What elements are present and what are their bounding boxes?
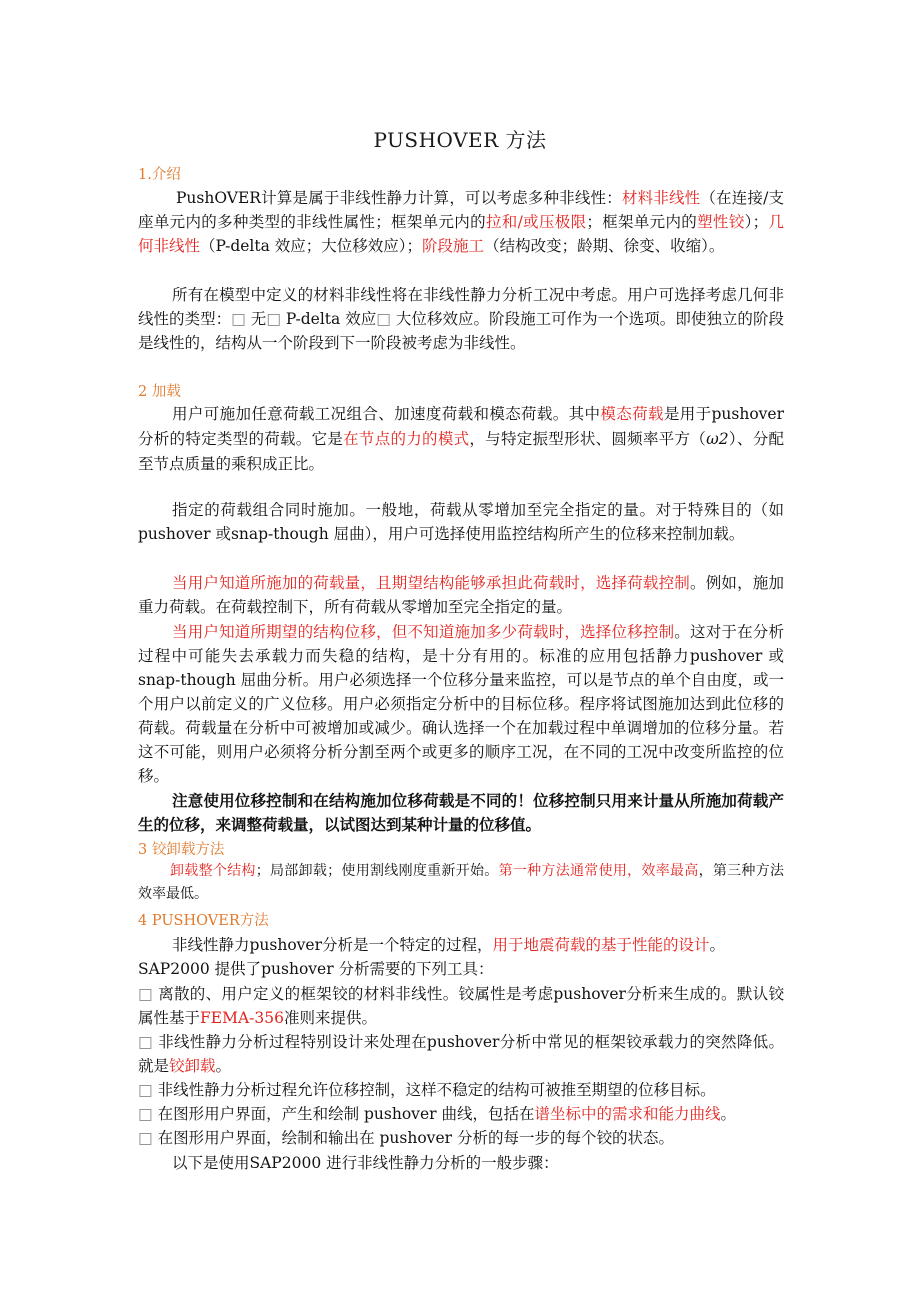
section-heading-loading: 2 加载 (138, 384, 181, 400)
text-run: （结构改变；龄期、徐变、收缩）。 (484, 237, 725, 255)
text-run: ）、分配至节点质量的乘积成正比。 (138, 430, 784, 473)
text-run: 。例如，施加重力荷载。在荷载控制下，所有荷载从零增加至完全指定的量。 (138, 574, 784, 616)
list-item (138, 982, 784, 1030)
pushover-tools-intro: SAP2000 提供了pushover 分析需要的下列工具： (138, 960, 494, 978)
list-item (138, 1030, 784, 1078)
highlight-plastic-hinge: 塑性铰 (697, 213, 745, 231)
page-title: PUSHOVER 方法 (373, 128, 547, 152)
text-run: 准则来提供。 (283, 1009, 377, 1027)
text-run: （P-delta 效应；大位移效应）； (200, 237, 423, 255)
checkbox-glyph: □ (138, 1105, 153, 1123)
text-run: ；框架单元内的 (586, 213, 698, 231)
loading-note-bold: 注意使用位移控制和在结构施加位移荷载是不同的！位移控制只用来计量从所施加荷载产生的位移，来调整荷载量，以试图达到某种计量的位移值。 (138, 791, 784, 834)
highlight-demand-capacity-curves: 谱坐标中的需求和能力曲线 (534, 1105, 721, 1123)
highlight-staged-construction: 阶段施工 (422, 237, 485, 255)
text-run: 非线性静力pushover分析是一个特定的过程， (172, 936, 493, 954)
section-heading-pushover: 4 PUSHOVER方法 (138, 913, 269, 929)
highlight-fema-356: FEMA-356 (200, 1009, 284, 1027)
text-run: 在图形用户界面，产生和绘制 pushover 曲线，包括在 (152, 1105, 535, 1123)
text-run: ）； (744, 213, 769, 231)
text-run: 大位移效应。阶段施工可作为一个选项。即使独立的阶段是线性的，结构从一个阶段到下一阶段被考虑为非线性。 (138, 310, 784, 352)
highlight-first-method: 第一种方法通常使用，效率最高 (498, 863, 699, 879)
highlight-displacement-control: 当用户知道所期望的结构位移，但不知道施加多少荷载时，选择位移控制 (172, 623, 675, 641)
text-run: 。这对于在分析过程中可能失去承载力而失稳的结构，是十分有用的。标准的应用包括静力pushover 或 snap-though 屈曲分析。用户必须选择一个位移分量来监控，可以是节点的单个自由度，或一个用户以前定义的广义位移。用户必须指定分析中的目标位移。程序将试图施加达到此位移的荷载。荷载量在分析中可被增加或减少。确认选择一个在加载过程中单调增加的位移分量。若这不可能，则用户必须将分析分割至两个或更多的顺序工况，在不同的工况中改变所监控的位移。 (138, 623, 784, 785)
list-item (138, 1078, 784, 1102)
text-run: 无 (245, 310, 267, 328)
text-run: 是用于pushover分析的特定类型的荷载。它是 (138, 405, 784, 448)
highlight-modal-load: 模态荷载 (600, 405, 664, 423)
text-run: P-delta 效应 (280, 310, 377, 328)
text-run: 非线性静力分析过程特别设计来处理在pushover分析中常见的框架铰承载力的突然降低。就是 (138, 1033, 784, 1075)
text-run: （在连接/支座单元内的多种类型的非线性属性；框架单元内的 (138, 189, 784, 231)
highlight-hinge-unloading: 铰卸载 (169, 1057, 216, 1075)
omega-symbol: ω2 (706, 430, 729, 448)
text-run: ，第三种方法效率最低。 (138, 863, 785, 902)
text-run: 用户可施加任意荷载工况组合、加速度荷载和模态荷载。其中 (172, 405, 601, 423)
highlight-material-nonlinear: 材料非线性 (621, 189, 701, 207)
pushover-paragraph-1 (138, 933, 784, 957)
checkbox-glyph: □ (138, 1033, 153, 1051)
checkbox-glyph: □ (138, 1129, 153, 1147)
text-run: ；局部卸载；使用割线刚度重新开始。 (255, 863, 499, 879)
text-run: ，与特定振型形状、圆频率平方（ (469, 430, 707, 448)
loading-paragraph-2: 指定的荷载组合同时施加。一般地，荷载从零增加至完全指定的量。对于特殊目的（如pushover 或snap-though 屈曲），用户可选择使用监控结构所产生的位移来控制加载。 (138, 501, 784, 543)
section-heading-intro: 1.介绍 (138, 167, 181, 183)
checkbox-glyph: □ (266, 310, 281, 328)
highlight-force-pattern: 在节点的力的模式 (343, 430, 470, 448)
hinge-unloading-paragraph (138, 860, 784, 906)
list-item (138, 1126, 784, 1150)
checkbox-glyph: □ (138, 985, 153, 1003)
text-run: 所有在模型中定义的材料非线性将在非线性静力分析工况中考虑。用户可选择考虑几何非线性的类型： (138, 286, 784, 328)
text-run: 。 (215, 1057, 232, 1075)
highlight-geometric-nonlinear: 几何非线性 (138, 213, 784, 255)
highlight-load-control: 当用户知道所施加的荷载量，且期望结构能够承担此荷载时，选择荷载控制 (172, 574, 690, 592)
section-heading-hinge-unloading: 3 铰卸载方法 (138, 842, 225, 858)
loading-paragraph-4 (138, 620, 784, 788)
loading-paragraph-3 (138, 571, 784, 619)
text-run: 在图形用户界面，绘制和输出在 pushover 分析的每一步的每个铰的状态。 (152, 1129, 674, 1147)
intro-paragraph-2 (138, 283, 784, 355)
intro-paragraph-1 (138, 186, 784, 258)
text-run: 。 (720, 1105, 736, 1123)
checkbox-glyph: □ (138, 1081, 153, 1099)
checkbox-glyph: □ (376, 310, 391, 328)
highlight-performance-based-design: 用于地震荷载的基于性能的设计 (492, 936, 710, 954)
checkbox-glyph: □ (231, 310, 246, 328)
pushover-steps-intro: 以下是使用SAP2000 进行非线性静力分析的一般步骤： (172, 1154, 559, 1172)
text-run: 离散的、用户定义的框架铰的材料非线性。铰属性是考虑pushover分析来生成的。默认铰属性基于 (138, 985, 784, 1027)
text-run: 。 (709, 936, 726, 954)
text-run: 非线性静力分析过程允许位移控制，这样不稳定的结构可被推至期望的位移目标。 (152, 1081, 716, 1099)
highlight-tension-compression-limit: 拉和/或压极限 (485, 213, 587, 231)
text-run: PushOVER计算是属于非线性静力计算，可以考虑多种非线性： (176, 189, 622, 207)
highlight-unload-entire-structure: 卸载整个结构 (170, 863, 256, 879)
loading-paragraph-1 (138, 402, 784, 477)
list-item (138, 1102, 784, 1126)
